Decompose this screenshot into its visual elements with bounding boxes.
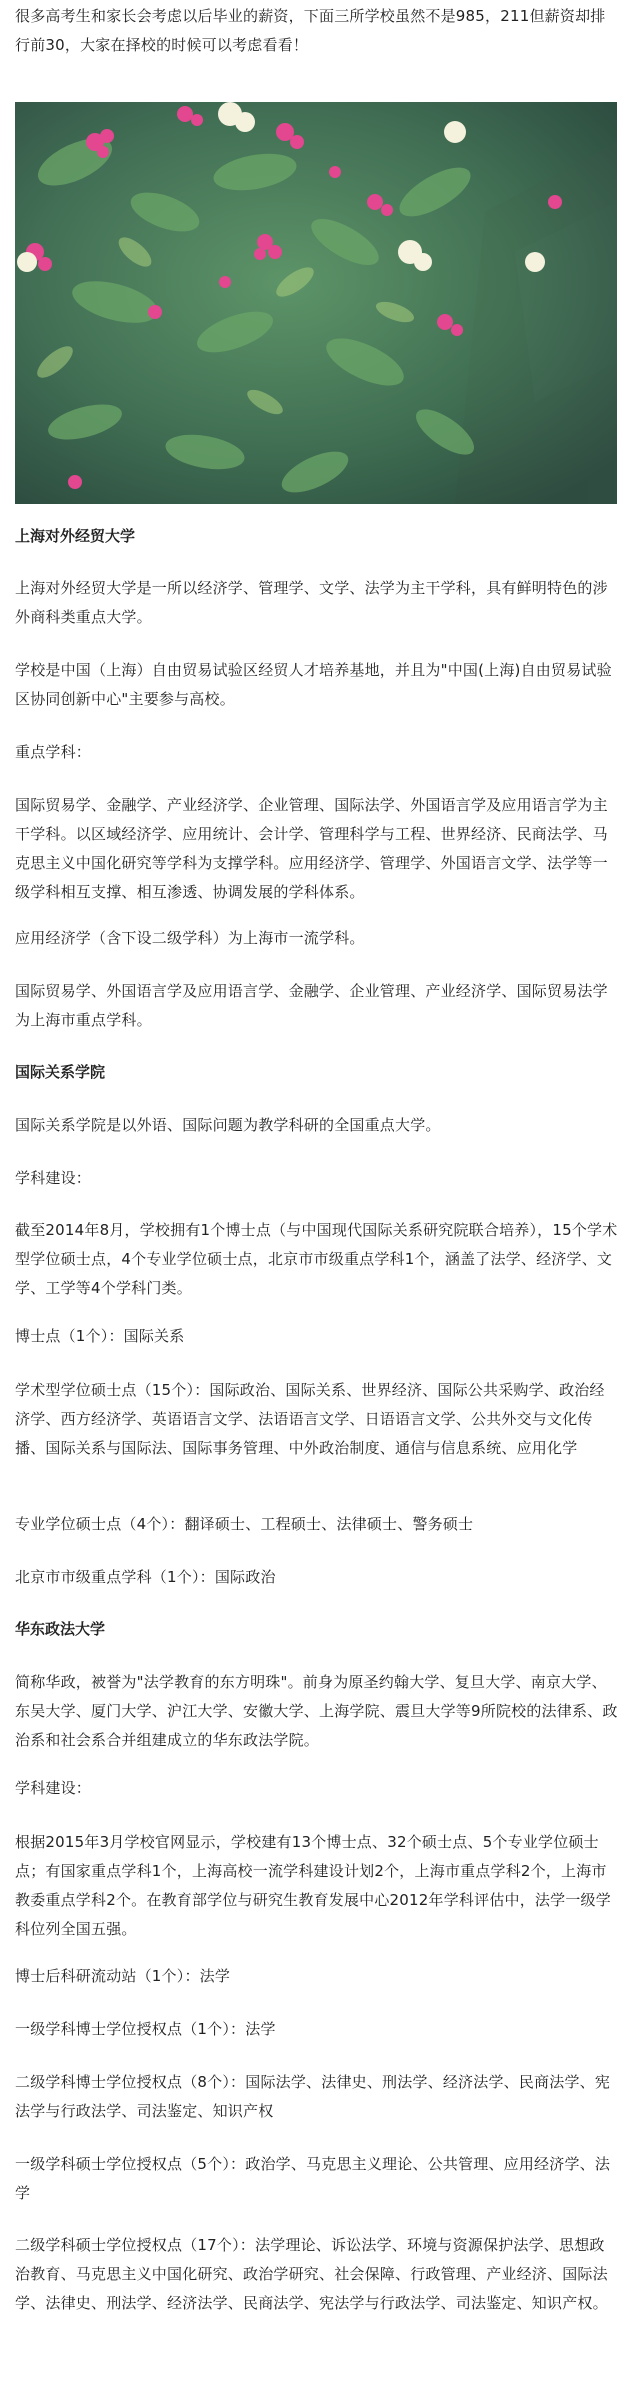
intro-paragraph: 很多高考生和家长会考虑以后毕业的薪资，下面三所学校虽然不是985，211但薪资却排行前30，大家在择校的时候可以考虑看看！ (15, 7, 606, 54)
section-2-paragraph-2: 学科建设： (15, 1169, 92, 1187)
section-1-paragraph-5: 应用经济学（含下设二级学科）为上海市一流学科。 (15, 929, 365, 947)
bougainvillea-photo (15, 102, 617, 504)
section-2-paragraph-1: 国际关系学院是以外语、国际问题为教学科研的全国重点大学。 (15, 1116, 441, 1134)
section-2-paragraph-7: 北京市市级重点学科（1个）：国际政治 (15, 1568, 276, 1586)
section-3-paragraph-4: 博士后科研流动站（1个）：法学 (15, 1967, 231, 1985)
section-1-paragraph-3: 重点学科： (15, 743, 92, 761)
section-3-paragraph-2: 学科建设： (15, 1779, 92, 1797)
section-1-paragraph-6: 国际贸易学、外国语言学及应用语言学、金融学、企业管理、产业经济学、国际贸易法学为上海市重点学科。 (15, 982, 608, 1029)
section-3-paragraph-5: 一级学科博士学位授权点（1个）：法学 (15, 2020, 276, 2038)
section-3-paragraph-6: 二级学科博士学位授权点（8个）：国际法学、法律史、刑法学、经济法学、民商法学、宪法学与行政法学、司法鉴定、知识产权 (15, 2073, 611, 2120)
section-3-paragraph-8: 二级学科硕士学位授权点（17个）：法学理论、诉讼法学、环境与资源保护法学、思想政治教育、马克思主义中国化研究、政治学研究、社会保障、行政管理、产业经济、国际法学、法律史、刑法学、经济法学、民商法学、宪法学与行政法学、司法鉴定、知识产权。 (15, 2236, 608, 2312)
section-1-paragraph-2: 学校是中国（上海）自由贸易试验区经贸人才培养基地，并且为"中国(上海)自由贸易试验区协同创新中心"主要参与高校。 (15, 661, 612, 708)
section-2-paragraph-5: 学术型学位硕士点（15个）：国际政治、国际关系、世界经济、国际公共采购学、政治经济学、西方经济学、英语语言文学、法语语言文学、日语语言文学、公共外交与文化传播、国际关系与国际法、国际事务管理、中外政治制度、通信与信息系统、应用化学 (15, 1381, 605, 1457)
section-2-paragraph-3: 截至2014年8月，学校拥有1个博士点（与中国现代国际关系研究院联合培养），15个学术型学位硕士点，4个专业学位硕士点，北京市市级重点学科1个，涵盖了法学、经济学、文学、工学等4个学科门类。 (15, 1221, 618, 1297)
section-3-paragraph-3: 根据2015年3月学校官网显示，学校建有13个博士点、32个硕士点、5个专业学位硕士点；有国家重点学科1个，上海高校一流学科建设计划2个，上海市重点学科2个，上海市教委重点学科2个。在教育部学位与研究生教育发展中心2012年学科评估中，法学一级学科位列全国五强。 (15, 1833, 611, 1938)
section-1-paragraph-1: 上海对外经贸大学是一所以经济学、管理学、文学、法学为主干学科，具有鲜明特色的涉外商科类重点大学。 (15, 579, 608, 626)
section-3-paragraph-7: 一级学科硕士学位授权点（5个）：政治学、马克思主义理论、公共管理、应用经济学、法学 (15, 2155, 611, 2202)
section-title-ecupl: 华东政法大学 (15, 1620, 106, 1638)
section-2-paragraph-6: 专业学位硕士点（4个）：翻译硕士、工程硕士、法律硕士、警务硕士 (15, 1515, 474, 1533)
section-1-paragraph-4: 国际贸易学、金融学、产业经济学、企业管理、国际法学、外国语言学及应用语言学为主干学科。以区域经济学、应用统计、会计学、管理科学与工程、世界经济、民商法学、马克思主义中国化研究等学科为支撑学科。应用经济学、管理学、外国语言文学、法学等一级学科相互支撑、相互渗透、协调发展的学科体系。 (15, 796, 608, 901)
section-3-paragraph-1: 简称华政，被誉为"法学教育的东方明珠"。前身为原圣约翰大学、复旦大学、南京大学、东吴大学、厦门大学、沪江大学、安徽大学、上海学院、震旦大学等9所院校的法律系、政治系和社会系合并组建成立的华东政法学院。 (15, 1673, 618, 1749)
section-title-uir: 国际关系学院 (15, 1063, 106, 1081)
bougainvillea-flowers-photo-icon (15, 102, 617, 504)
section-2-paragraph-4: 博士点（1个）：国际关系 (15, 1327, 185, 1345)
section-title-sufe: 上海对外经贸大学 (15, 527, 136, 545)
